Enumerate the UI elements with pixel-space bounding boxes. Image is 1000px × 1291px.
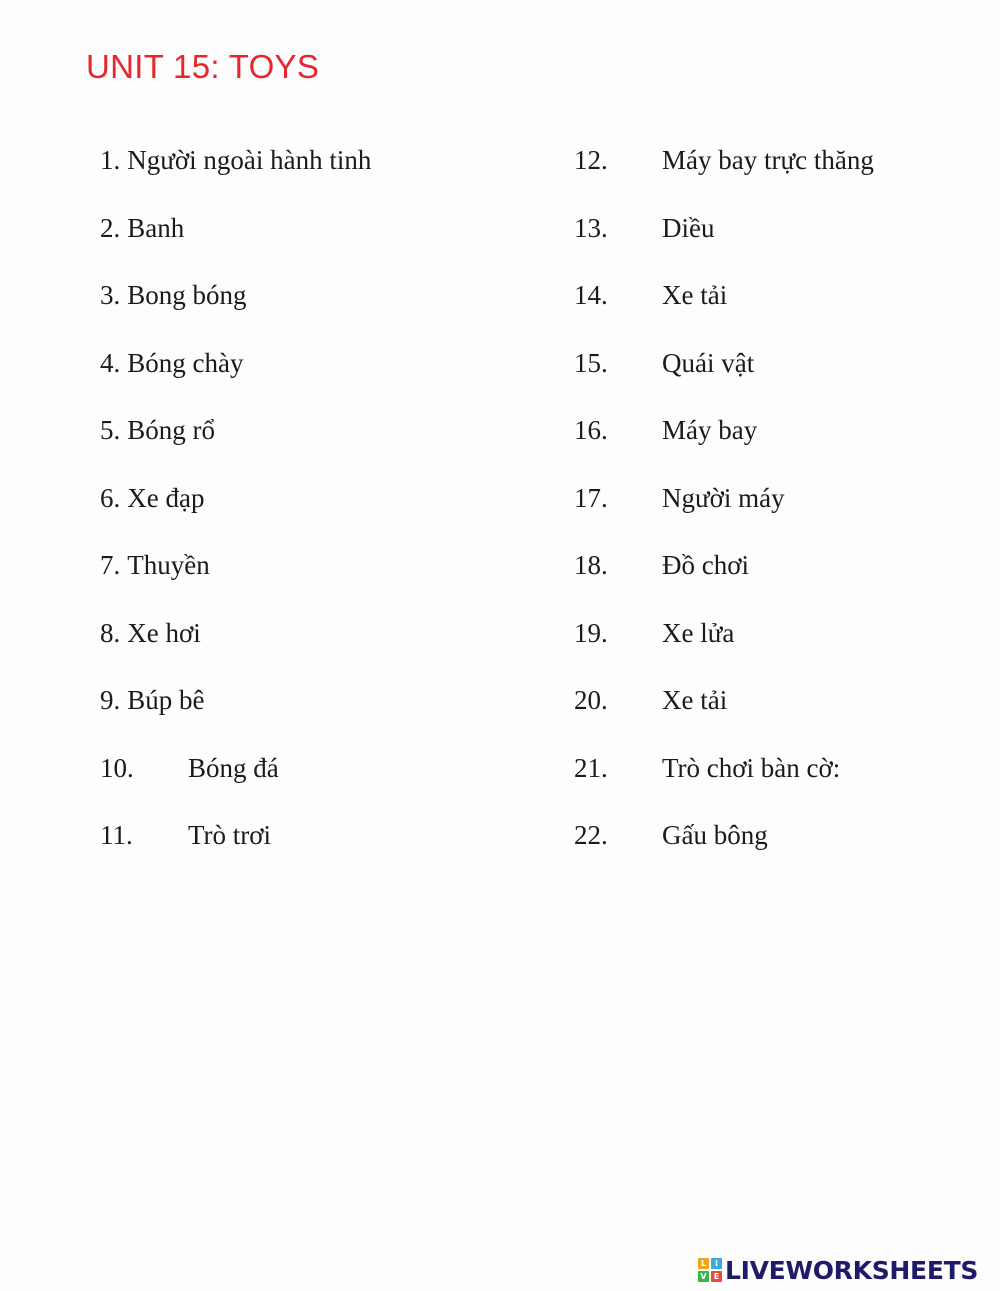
list-item [574,616,734,650]
item-text: Máy bay [662,415,758,445]
item-number: 12. [574,145,608,175]
item-text: Gấu bông [662,820,768,850]
item-number: 18. [574,550,608,580]
item-number: 21. [574,752,608,783]
list-item [100,413,215,447]
item-text: Quái vật [662,347,755,378]
item-text: Trò trơi [188,820,272,850]
item-number: 15. [574,347,608,378]
list-item [100,751,279,785]
item-text: Bong bóng [127,280,247,310]
logo-tile: L [698,1258,709,1269]
list-item [574,818,768,852]
item-text: Banh [127,212,185,243]
item-number: 9. [100,685,121,715]
list-item [100,548,210,582]
item-number: 8. [100,617,121,648]
item-text: Đồ chơi [662,550,750,580]
item-number: 7. [100,550,121,580]
list-item [574,413,757,447]
item-text: Máy bay trực thăng [662,145,874,175]
list-item [574,143,874,177]
item-number: 22. [574,820,608,850]
brand-name: LIVEWORKSHEETS [725,1255,979,1285]
list-item [574,211,714,245]
list-item [100,211,184,245]
item-text: Trò chơi bàn cờ: [662,752,841,783]
list-item [100,278,247,312]
item-text: Bóng chày [127,347,244,378]
item-number: 1. [100,145,121,175]
list-item [574,683,727,717]
item-text: Xe đạp [127,482,205,513]
item-text: Búp bê [127,685,205,715]
item-number: 16. [574,415,608,445]
logo-tile: V [698,1271,709,1282]
item-number: 13. [574,212,608,243]
list-item [574,278,727,312]
list-item [100,481,204,515]
item-number: 5. [100,415,121,445]
logo-tile: I [711,1258,722,1269]
list-item [100,143,371,177]
item-text: Người máy [662,482,785,513]
item-text: Thuyền [127,550,210,580]
item-number: 19. [574,617,608,648]
page-title: UNIT 15: TOYS [86,48,320,85]
item-number: 2. [100,212,121,243]
logo-tile: E [711,1271,722,1282]
item-number: 4. [100,347,121,378]
liveworksheets-logo-icon [698,1258,722,1282]
item-number: 6. [100,482,121,513]
item-number: 14. [574,280,608,310]
item-text: Người ngoài hành tinh [127,145,372,175]
item-text: Xe tải [662,685,728,715]
list-item [574,481,785,515]
list-item [100,818,271,852]
item-text: Bóng đá [188,752,279,783]
item-text: Bóng rổ [127,415,215,445]
item-text: Xe tải [662,280,728,310]
item-text: Diều [662,212,715,243]
item-number: 20. [574,685,608,715]
item-number: 11. [100,820,133,850]
list-item [100,346,243,380]
item-text: Xe hơi [127,617,201,648]
list-item [100,683,205,717]
list-item [574,548,749,582]
list-item [574,751,840,785]
liveworksheets-brand [698,1255,978,1285]
item-number: 17. [574,482,608,513]
item-text: Xe lửa [662,617,735,648]
item-number: 10. [100,752,134,783]
list-item [100,616,201,650]
list-item [574,346,754,380]
item-number: 3. [100,280,121,310]
